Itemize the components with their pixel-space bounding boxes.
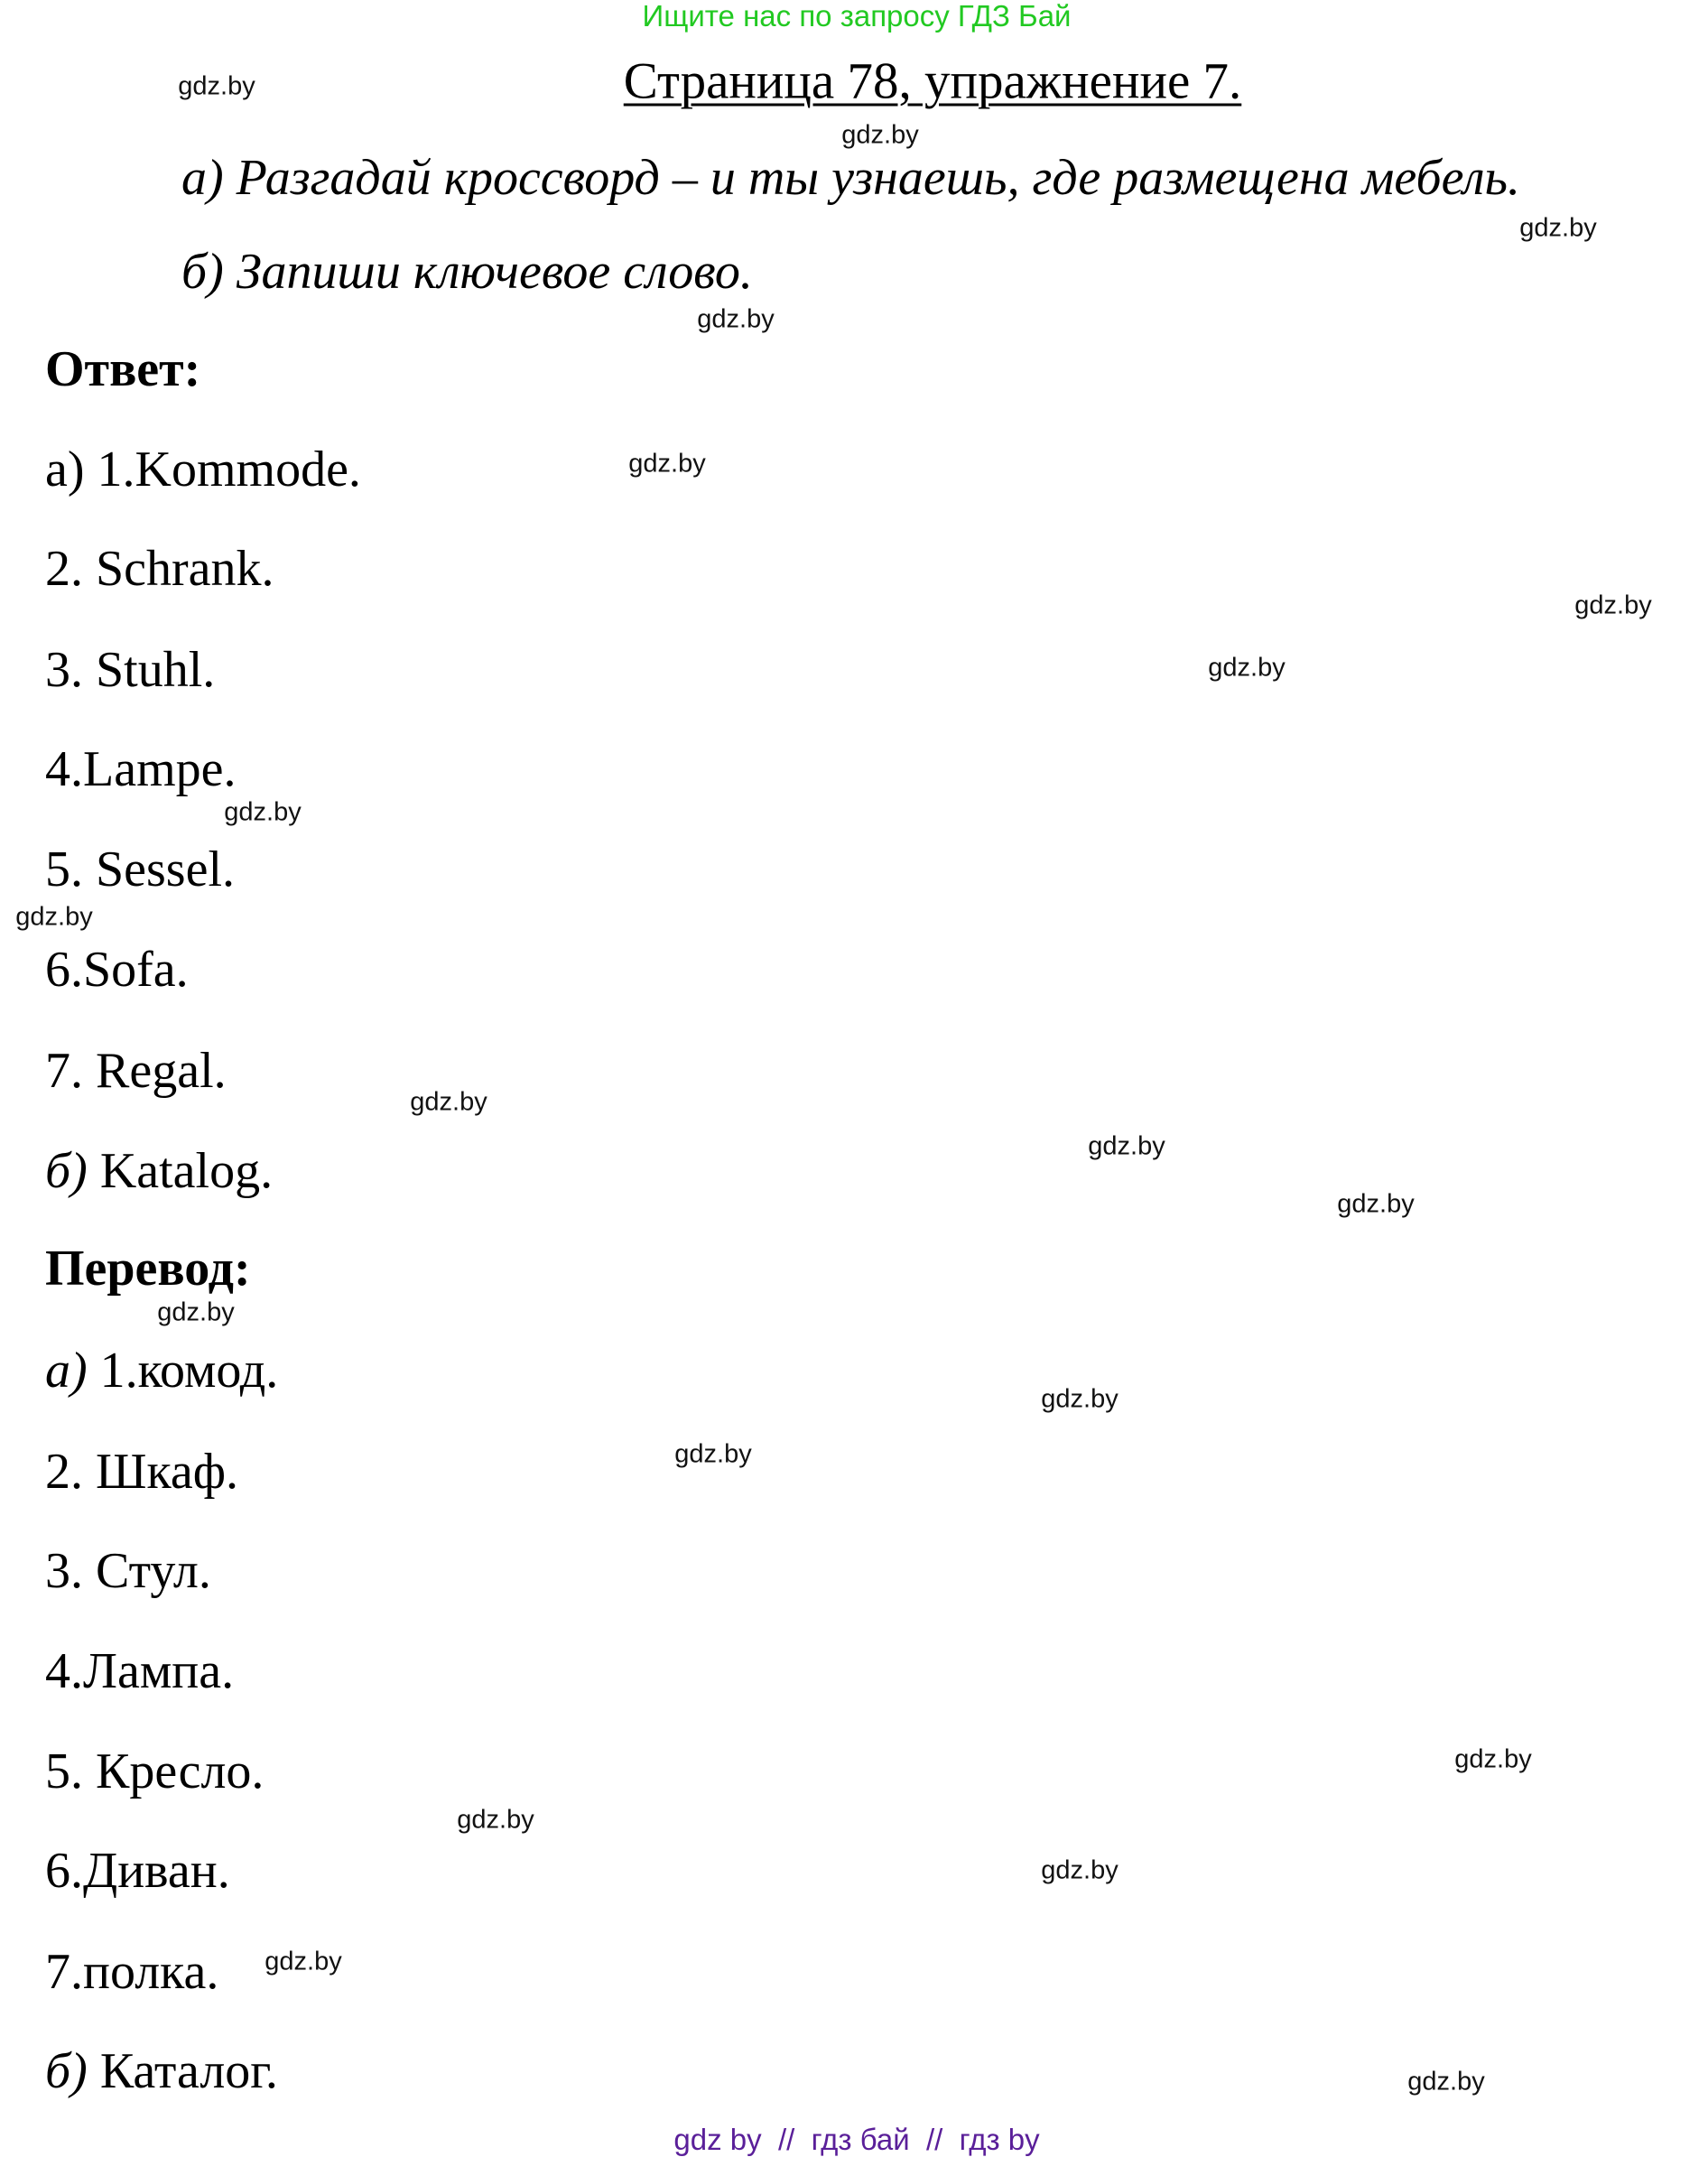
answer-heading: Ответ: [45,341,201,397]
watermark: gdz.by [1454,1744,1532,1774]
item-text: 2. Шкаф. [45,1444,238,1500]
page-title: Страница 78, упражнение 7. [623,52,1242,110]
item-prefix: а) [45,1343,100,1399]
watermark: gdz.by [265,1947,342,1976]
item-text: 5. Sessel. [45,841,235,897]
item-text: 2. Schrank. [45,541,274,597]
translation-item [45,1842,230,1900]
item-text: 3. Стул. [45,1543,211,1599]
translation-item [45,1943,218,2001]
watermark: gdz.by [1519,213,1597,243]
item-text: 6.Sofa. [45,942,189,998]
watermark: gdz.by [224,797,302,827]
watermark: gdz.by [157,1297,235,1327]
footer-links: gdz by // гдз бай // гдз by [673,2123,1040,2156]
watermark: gdz.by [1407,2067,1485,2097]
item-text: 4.Lampe. [45,741,237,797]
item-text: 3. Stuhl. [45,642,216,698]
top-banner: Ищите нас по запросу ГДЗ Бай [642,0,1072,33]
task-b: б) Запиши ключевое слово. [181,244,753,300]
answer-item [45,441,361,498]
item-text: 6.Диван. [45,1843,230,1899]
item-text: Каталог. [99,2043,278,2099]
answer-item [45,1142,273,1200]
item-text: 1.комод. [99,1343,279,1399]
answer-item [45,941,189,999]
watermark: gdz.by [1208,653,1286,683]
watermark: gdz.by [1337,1189,1415,1219]
watermark: gdz.by [674,1439,752,1469]
answer-item [45,740,236,798]
answer-item [45,1042,227,1100]
item-text: 1.Kommode. [97,442,361,497]
item-prefix: б) [45,2043,100,2099]
watermark: gdz.by [1574,590,1652,620]
translation-item [45,1542,211,1600]
watermark: gdz.by [1041,1855,1119,1885]
item-text: 7.полка. [45,1944,219,2000]
item-text: 5. Кресло. [45,1743,265,1799]
watermark: gdz.by [178,71,255,101]
answer-item [45,841,235,898]
watermark: gdz.by [1041,1384,1119,1414]
answer-item [45,540,274,598]
item-text: 4.Лампа. [45,1643,235,1699]
watermark: gdz.by [410,1087,487,1117]
answer-item [45,641,215,699]
translation-heading: Перевод: [45,1241,251,1297]
watermark: gdz.by [1088,1131,1165,1161]
translation-item [45,1642,234,1700]
item-prefix: а) [45,442,97,497]
translation-item [45,1743,264,1800]
watermark: gdz.by [628,449,706,479]
item-text: 7. Regal. [45,1043,227,1099]
watermark: gdz.by [841,120,919,150]
watermark: gdz.by [457,1805,534,1835]
translation-item [45,1443,238,1501]
watermark: gdz.by [15,902,93,932]
watermark: gdz.by [697,304,775,334]
item-prefix: б) [45,1143,100,1199]
translation-item [45,2042,278,2100]
task-a: а) Разгадай кроссворд – и ты узнаешь, где размещена мебель. [181,150,1520,206]
item-text: Katalog. [99,1143,274,1199]
translation-item [45,1342,278,1399]
